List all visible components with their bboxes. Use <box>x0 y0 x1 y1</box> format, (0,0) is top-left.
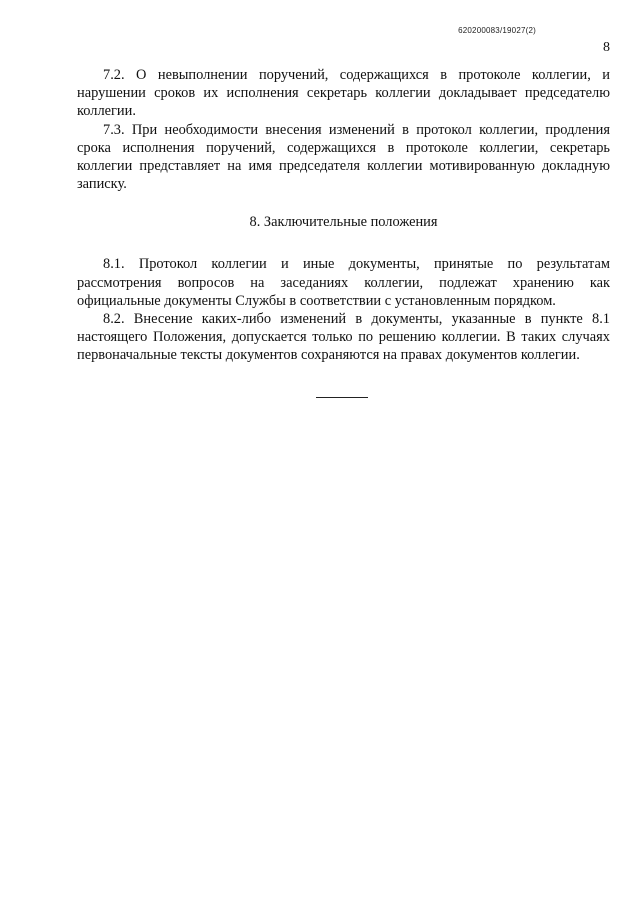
page-number: 8 <box>603 40 610 55</box>
end-of-document-rule <box>316 397 368 398</box>
document-body <box>77 66 610 398</box>
paragraph-7-2: 7.2. О невыполнении поручений, содержащихся в протоколе коллегии, и нарушении сроков их исполнения секретарь коллегии докладывает председателю коллегии. <box>77 67 610 120</box>
document-id: 620200083/19027(2) <box>458 26 536 35</box>
section-heading: 8. Заключительные положения <box>249 214 438 231</box>
paragraph-8-2: 8.2. Внесение каких-либо изменений в документы, указанные в пункте 8.1 настоящего Положения, допускается только по решению коллегии. В таких случаях первоначальные тексты документов сохраняются на правах документов коллегии. <box>77 311 610 364</box>
paragraph-7-3: 7.3. При необходимости внесения изменений в протокол коллегии, продления срока исполнения поручений, содержащихся в протоколе коллегии, секретарь коллегии представляет на имя председателя коллегии мотивированную докладную записку. <box>77 121 610 193</box>
paragraph-8-1: 8.1. Протокол коллегии и иные документы, принятые по результатам рассмотрения вопросов на заседаниях коллегии, подлежат хранению как официальные документы Службы в соответствии с установленным порядком. <box>77 256 610 309</box>
